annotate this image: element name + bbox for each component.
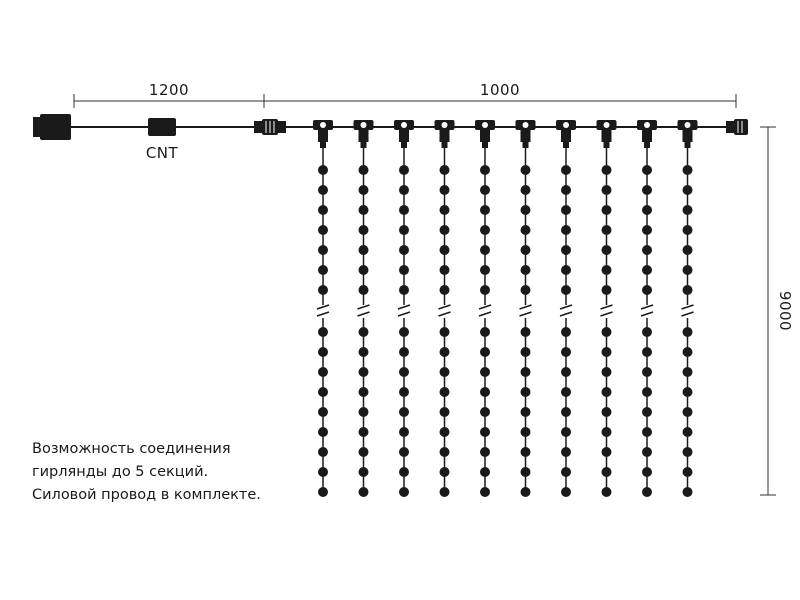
bulb [683,327,693,337]
bulb [359,285,369,295]
bulb [521,165,531,175]
power-plug-icon [33,114,71,140]
bulb [359,225,369,235]
bulb [399,205,409,215]
bulb [602,387,612,397]
bulb [602,427,612,437]
bulb [602,447,612,457]
bulb [683,447,693,457]
bulb [561,265,571,275]
bulb [480,165,490,175]
string-length-label: 1000 [479,81,521,99]
break-mark [560,312,572,316]
bulb [683,225,693,235]
bulb [642,285,652,295]
bulb [521,347,531,357]
break-mark [520,305,532,309]
break-mark [520,312,532,316]
bulb [642,427,652,437]
bulb [642,367,652,377]
bulb [521,407,531,417]
break-mark [479,312,491,316]
bulb [359,407,369,417]
bulb [359,447,369,457]
bulb [642,205,652,215]
controller-label: CNT [145,144,179,162]
bulb [521,265,531,275]
bulb [480,327,490,337]
bulb [602,327,612,337]
bulb [359,165,369,175]
bulb [399,487,409,497]
power-cord-length-label: 1200 [148,81,190,99]
drop-height-label: 9000 [776,290,794,332]
bulb [602,347,612,357]
bulb [683,245,693,255]
bulb [642,447,652,457]
bulb [561,205,571,215]
bulb [480,185,490,195]
bulb [683,347,693,357]
bulb [318,387,328,397]
bulb [602,185,612,195]
bulb [561,185,571,195]
bulb [561,327,571,337]
bulb [359,467,369,477]
strand [394,120,414,497]
bulb [440,265,450,275]
bulb [399,265,409,275]
bulb [602,165,612,175]
bulb [561,387,571,397]
bulb [642,225,652,235]
bulb [602,467,612,477]
bulb [561,347,571,357]
bulb [399,285,409,295]
break-mark [601,305,613,309]
bulb [683,487,693,497]
bulb [318,265,328,275]
bulb [440,165,450,175]
strand [354,120,374,497]
bulb [399,367,409,377]
bulb [480,407,490,417]
bulb [359,327,369,337]
dimension-drop-height [760,127,794,495]
bulb [359,367,369,377]
bulb [561,467,571,477]
bulb [318,185,328,195]
bulb [521,467,531,477]
bulb [399,347,409,357]
bulb [318,245,328,255]
break-mark [358,305,370,309]
break-mark [439,305,451,309]
bulb [602,225,612,235]
bulb [521,185,531,195]
bulb [440,347,450,357]
bulb [318,427,328,437]
bulb [440,487,450,497]
bulb [683,185,693,195]
bulb [399,327,409,337]
controller-box-icon [148,118,176,136]
bulb [561,427,571,437]
bulb [683,427,693,437]
bulb [642,265,652,275]
bulb [561,487,571,497]
bulb [521,205,531,215]
bulb [521,285,531,295]
bulb [480,367,490,377]
strand [516,120,536,497]
break-mark [317,305,329,309]
bulb [318,225,328,235]
bulb [602,285,612,295]
bulb [440,367,450,377]
strand [313,120,333,497]
bulb [521,487,531,497]
strands-group [313,120,698,497]
bulb [683,387,693,397]
bulb [318,165,328,175]
note-line: Силовой провод в комплекте. [32,487,261,503]
bulb [561,225,571,235]
bulb [399,387,409,397]
bulb [399,467,409,477]
bulb [359,427,369,437]
bulb [318,327,328,337]
bulb [521,367,531,377]
bulb [642,165,652,175]
break-mark [479,305,491,309]
bulb [480,265,490,275]
bulb [642,407,652,417]
bulb [561,245,571,255]
bulb [359,487,369,497]
bulb [399,407,409,417]
bulb [561,447,571,457]
bulb [440,245,450,255]
bulb [683,165,693,175]
bulb [318,347,328,357]
bulb [521,447,531,457]
bulb [318,487,328,497]
bulb [359,205,369,215]
break-mark [439,312,451,316]
bulb [561,367,571,377]
bulb [683,467,693,477]
bulb [480,285,490,295]
break-mark [682,312,694,316]
bulb [480,487,490,497]
bulb [642,185,652,195]
bulb [480,427,490,437]
bulb [683,205,693,215]
break-mark [682,305,694,309]
break-mark [641,312,653,316]
bulb [318,407,328,417]
bulb [399,245,409,255]
bulb [318,285,328,295]
bulb [561,285,571,295]
bulb [440,225,450,235]
bulb [318,367,328,377]
info-note [32,438,261,507]
bulb [399,225,409,235]
break-mark [358,312,370,316]
bulb [359,245,369,255]
bulb [359,265,369,275]
bulb [521,245,531,255]
note-line: гирлянды до 5 секций. [32,464,209,480]
bulb [359,347,369,357]
break-mark [641,305,653,309]
bulb [683,407,693,417]
bulb [440,327,450,337]
bulb [440,467,450,477]
bulb [561,407,571,417]
bulb [521,327,531,337]
bulb [318,205,328,215]
bulb [359,185,369,195]
bulb [399,165,409,175]
bulb [602,245,612,255]
bulb [642,467,652,477]
break-mark [317,312,329,316]
break-mark [601,312,613,316]
dimension-string-length [264,81,736,108]
bulb [602,487,612,497]
dimension-power-cord [74,81,264,108]
bulb [318,447,328,457]
break-mark [560,305,572,309]
bulb [480,387,490,397]
bulb [642,387,652,397]
bulb [561,165,571,175]
bulb [480,205,490,215]
strand [556,120,576,497]
bulb [602,205,612,215]
strand [475,120,495,497]
break-mark [398,305,410,309]
strand [597,120,617,497]
bulb [521,427,531,437]
bulb [642,347,652,357]
bulb [602,367,612,377]
bulb [480,467,490,477]
strand [637,120,657,497]
bulb [602,407,612,417]
bulb [359,387,369,397]
bulb [642,487,652,497]
bulb [440,285,450,295]
break-mark [398,312,410,316]
bulb [399,427,409,437]
bulb [440,185,450,195]
output-connector-icon [726,119,748,135]
bulb [440,387,450,397]
strand [435,120,455,497]
bulb [480,447,490,457]
bulb [521,387,531,397]
bulb [399,447,409,457]
bulb [318,467,328,477]
bulb [521,225,531,235]
bulb [683,285,693,295]
bulb [440,205,450,215]
bulb [642,327,652,337]
bulb [683,367,693,377]
bulb [602,265,612,275]
note-line: Возможность соединения [32,441,231,457]
input-connector-icon [254,119,286,135]
bulb [683,265,693,275]
bulb [642,245,652,255]
bulb [399,185,409,195]
bulb [480,347,490,357]
bulb [440,407,450,417]
strand [678,120,698,497]
bulb [480,225,490,235]
bulb [480,245,490,255]
bulb [440,447,450,457]
bulb [440,427,450,437]
